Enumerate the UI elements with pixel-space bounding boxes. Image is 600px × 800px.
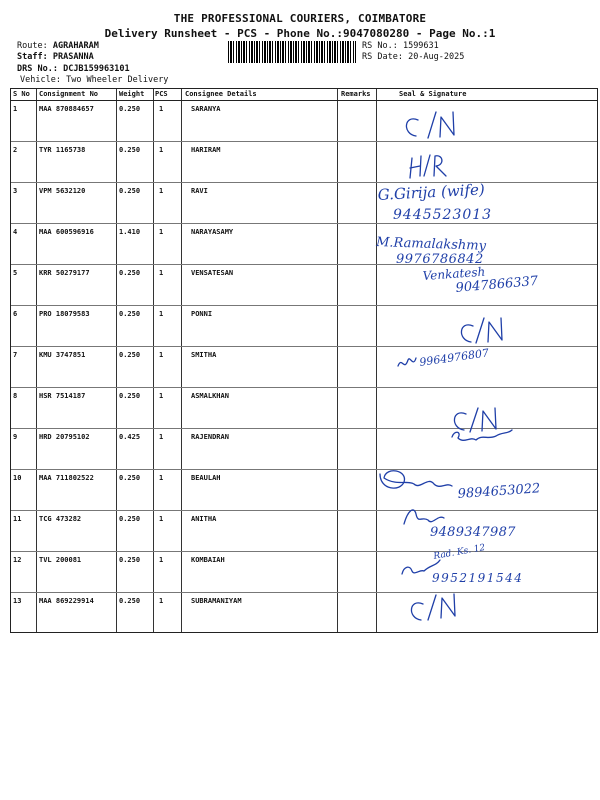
staff-label: Staff: <box>17 52 48 62</box>
cell-consignment: HSR 7514187 <box>39 392 86 400</box>
cell-sno: 12 <box>13 556 22 564</box>
cell-consignment: TVL 200081 <box>39 556 82 564</box>
rs-no-value: 1599631 <box>402 41 439 51</box>
col-header-sno: S No <box>13 90 30 98</box>
route-value: AGRAHARAM <box>52 41 99 51</box>
cell-pcs: 1 <box>159 597 164 605</box>
cell-pcs: 1 <box>159 515 164 523</box>
cell-pcs: 1 <box>159 392 164 400</box>
cell-pcs: 1 <box>159 474 164 482</box>
cell-sno: 3 <box>13 187 18 195</box>
cell-consignment: PRO 18079583 <box>39 310 90 318</box>
cell-weight: 0.250 <box>119 474 141 482</box>
cell-pcs: 1 <box>159 187 164 195</box>
vehicle-value: Two Wheeler Delivery <box>66 75 169 85</box>
cell-sno: 4 <box>13 228 18 236</box>
cell-consignee: ANITHA <box>191 515 217 523</box>
cell-sno: 11 <box>13 515 22 523</box>
cell-consignee: ASMALKHAN <box>191 392 229 400</box>
cell-weight: 0.250 <box>119 556 141 564</box>
cell-consignee: HARIRAM <box>191 146 221 154</box>
company-title: THE PROFESSIONAL COURIERS, COIMBATORE <box>173 12 427 25</box>
signature-row-2 <box>410 155 446 178</box>
cell-consignee: RAVI <box>191 187 208 195</box>
cell-consignment: MAA 870884657 <box>39 105 94 113</box>
cell-sno: 6 <box>13 310 18 318</box>
cell-weight: 1.410 <box>119 228 141 236</box>
cell-consignment: MAA 869229914 <box>39 597 94 605</box>
cell-sno: 8 <box>13 392 18 400</box>
route-label: Route: <box>17 41 48 51</box>
cell-pcs: 1 <box>159 146 164 154</box>
cell-pcs: 1 <box>159 310 164 318</box>
signature-row-11 <box>404 510 516 540</box>
col-header-remarks: Remarks <box>341 90 371 98</box>
handwritten-phone-4: 9976786842 <box>396 252 484 267</box>
cell-consignee: SARANYA <box>191 105 221 113</box>
cell-weight: 0.250 <box>119 597 141 605</box>
cell-consignee: BEAULAH <box>191 474 221 482</box>
cell-pcs: 1 <box>159 105 164 113</box>
cell-pcs: 1 <box>159 269 164 277</box>
drs-label: DRS No.: <box>17 64 58 74</box>
cell-consignee: PONNI <box>191 310 213 318</box>
signature-row-6 <box>461 318 502 343</box>
staff-value: PRASANNA <box>52 52 94 62</box>
cell-pcs: 1 <box>159 351 164 359</box>
cell-weight: 0.250 <box>119 146 141 154</box>
cell-pcs: 1 <box>159 433 164 441</box>
cell-sno: 9 <box>13 433 18 441</box>
col-header-consignment: Consignment No <box>39 90 99 98</box>
signature-row-12 <box>402 543 523 585</box>
cell-pcs: 1 <box>159 228 164 236</box>
cell-sno: 7 <box>13 351 18 359</box>
col-header-consignee: Consignee Details <box>185 90 257 98</box>
signature-row-3 <box>377 180 492 223</box>
cell-consignee: NARAYASAMY <box>191 228 234 236</box>
handwritten-phone-10: 9894653022 <box>457 481 541 502</box>
cell-consignment: HRD 20795102 <box>39 433 90 441</box>
cell-weight: 0.425 <box>119 433 141 441</box>
handwritten-name-5: Venkatesh <box>422 264 486 283</box>
cell-consignment: TYR 1165738 <box>39 146 86 154</box>
handwritten-phone-7: 9964976807 <box>418 346 490 369</box>
handwritten-name-4: M.Ramalakshmy <box>375 235 487 254</box>
runsheet-subtitle: Delivery Runsheet - PCS - Phone No.:9047080280 - Page No.:1 <box>104 27 496 40</box>
cell-sno: 10 <box>13 474 22 482</box>
drs-value: DCJB159963101 <box>63 64 130 74</box>
signature-row-4 <box>375 235 487 267</box>
cell-consignee: VENSATESAN <box>191 269 234 277</box>
cell-pcs: 1 <box>159 556 164 564</box>
cell-consignment: KMU 3747851 <box>39 351 86 359</box>
cell-sno: 1 <box>13 105 18 113</box>
cell-sno: 13 <box>13 597 22 605</box>
col-header-seal: Seal & Signature <box>399 90 467 98</box>
cell-consignee: KOMBAIAH <box>191 556 225 564</box>
cell-weight: 0.250 <box>119 392 141 400</box>
cell-consignment: MAA 711802522 <box>39 474 94 482</box>
cell-weight: 0.250 <box>119 105 141 113</box>
col-header-weight: Weight <box>119 90 145 98</box>
handwritten-wife-note: G.Girija (wife) <box>377 180 486 204</box>
cell-sno: 5 <box>13 269 18 277</box>
handwritten-phone-3: 9445523013 <box>393 207 493 223</box>
cell-consignee: RAJENDRAN <box>191 433 229 441</box>
signature-row-5 <box>422 265 539 296</box>
handwritten-phone-11: 9489347987 <box>430 525 516 540</box>
signature-row-7 <box>398 346 490 369</box>
cell-consignment: VPM 5632120 <box>39 187 86 195</box>
signature-row-1 <box>406 112 454 138</box>
vehicle-label: Vehicle: <box>20 75 61 85</box>
signature-row-9 <box>452 408 512 440</box>
cell-sno: 2 <box>13 146 18 154</box>
cell-consignment: MAA 600596916 <box>39 228 94 236</box>
cell-consignee: SUBRAMANIYAM <box>191 597 242 605</box>
handwritten-phone-12: 9952191544 <box>432 571 524 585</box>
cell-consignee: SMITHA <box>191 351 217 359</box>
handwritten-note-12: Rad. Ks. 12 <box>432 543 487 562</box>
cell-weight: 0.250 <box>119 269 141 277</box>
handwritten-phone-5: 9047866337 <box>455 273 539 296</box>
cell-weight: 0.250 <box>119 351 141 359</box>
cell-weight: 0.250 <box>119 515 141 523</box>
col-header-pcs: PCS <box>155 90 168 98</box>
rs-date-value: 20-Aug-2025 <box>408 52 465 62</box>
cell-consignment: TCG 473282 <box>39 515 82 523</box>
signature-row-13 <box>411 594 455 620</box>
signature-row-10 <box>380 471 541 502</box>
rs-no-label: RS No.: <box>362 41 398 51</box>
cell-weight: 0.250 <box>119 187 141 195</box>
cell-consignment: KRR 50279177 <box>39 269 90 277</box>
rs-date-label: RS Date: <box>362 52 403 62</box>
cell-weight: 0.250 <box>119 310 141 318</box>
